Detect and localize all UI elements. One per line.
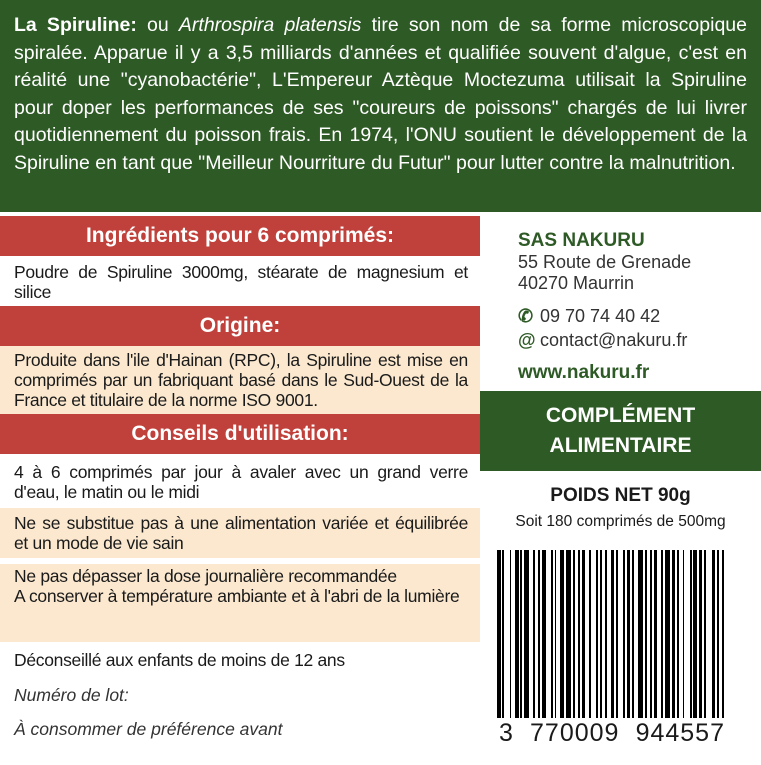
best-before-label: À consommer de préférence avant [14,719,283,739]
info-column [0,212,480,744]
usage-substitute: Ne se substitue pas à une alimentation variée et équilibrée et un mode de vie sain [0,508,480,558]
usage-storage: A conserver à température ambiante et à l'abri de la lumière [14,586,460,606]
category-line1: COMPLÉMENT [545,404,696,427]
phone-icon: ✆ [518,306,534,326]
barcode-number [497,718,727,748]
category-line2: ALIMENTAIRE [549,434,692,457]
usage-children: Déconseillé aux enfants de moins de 12 ans [14,650,345,670]
intro-ou: ou [136,14,179,36]
category-banner [480,391,761,471]
intro-latin-name: Arthrospira platensis [178,14,362,36]
ingredients-text: Poudre de Spiruline 3000mg, stéarate de magnesium et silice [14,262,468,302]
barcode [497,550,727,755]
origin-heading: Origine: [0,306,480,346]
company-address-line1: 55 Route de Grenade [518,252,692,272]
email-row [518,328,761,352]
at-icon: @ [518,330,536,350]
barcode-digit-first: 3 [499,718,514,747]
company-column [480,212,761,384]
net-weight: POIDS NET 90g [550,485,691,506]
intro-title: La Spiruline: [14,14,137,36]
usage-max-dose: Ne pas dépasser la dose journalière recommandée [14,566,397,586]
company-name: SAS NAKURU [518,230,645,251]
phone-row [518,304,761,328]
company-address-line2: 40270 Maurrin [518,273,635,293]
intro-panel [0,0,761,212]
company-block [480,212,761,384]
barcode-bars [497,550,727,720]
lot-label: Numéro de lot: [14,685,129,705]
ingredients-heading: Ingrédients pour 6 comprimés: [0,216,480,256]
barcode-group2: 944557 [635,718,725,747]
email-address: contact@nakuru.fr [540,330,688,350]
barcode-group1: 770009 [530,718,620,747]
usage-dose: 4 à 6 comprimés par jour à avaler avec un grand verre d'eau, le matin ou le midi [14,462,468,502]
origin-text: Produite dans l'ile d'Hainan (RPC), la Spiruline est mise en comprimés par un fabriquant basé dans le Sud-Ouest de la France et titulaire de la norme ISO 9001. [0,346,480,414]
barcode-bar [724,550,726,720]
usage-heading: Conseils d'utilisation: [0,414,480,454]
usage-warnings [0,564,480,642]
website-link[interactable]: www.nakuru.fr [518,362,650,383]
phone-number: 09 70 74 40 42 [540,306,661,326]
weight-detail: Soit 180 comprimés de 500mg [515,513,726,530]
intro-text: tire son nom de sa forme microscopique spiralée. Apparue il y a 3,5 milliards d'années et qualifiée souvent d'algue, c'est en réalité une "cyanobactérie", L'Empereur Aztèque Moctezuma utilisait la Spiruline pour doper les performances de ses "coureurs de poissons" chargés de lui livrer quotidiennement du poisson frais. En 1974, l'ONU soutient le développement de la Spiruline en tant que "Meilleur Nourriture du Futur" pour lutter contre la malnutrition. [14,14,747,174]
company-contact [518,304,761,352]
weight-block [480,485,761,531]
